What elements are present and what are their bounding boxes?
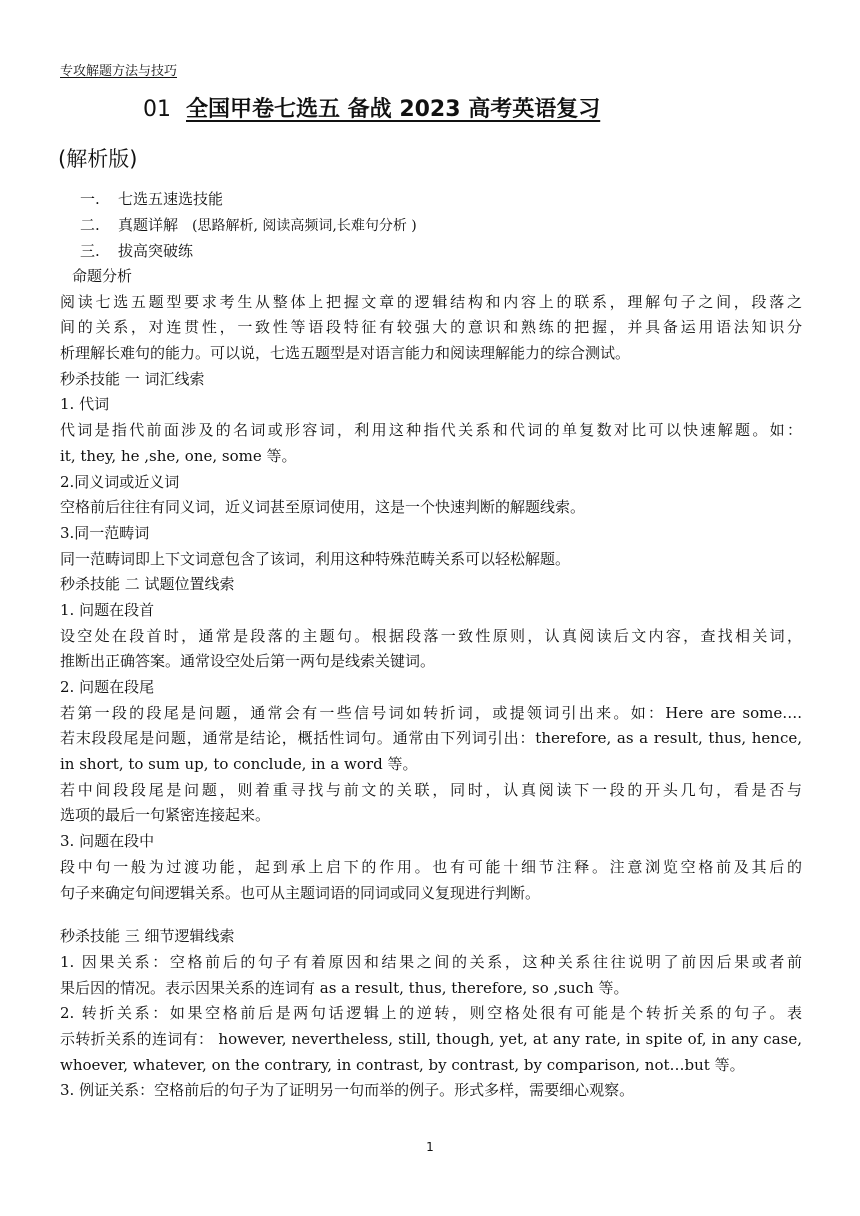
document-subtitle: (解析版) (58, 147, 138, 171)
page-header: 专攻解题方法与技巧 (60, 64, 178, 79)
page-number: 1 (426, 1140, 434, 1154)
paragraph-line: 句子来确定句间逻辑关系。也可从主题词语的同词或同义复现进行判断。 (60, 883, 541, 902)
paragraph-line: it, they, he ,she, one, some 等。 (60, 446, 297, 465)
paragraph-line: whoever, whatever, on the contrary, in contrast, by contrast, by comparison, not…but 等。 (60, 1055, 745, 1074)
toc-item (80, 186, 417, 212)
toc-item-number: 二. (80, 216, 100, 234)
item-heading: 1. 代词 (60, 395, 110, 414)
toc-item-number: 一. (80, 190, 100, 208)
paragraph-line: 若末段段尾是问题，通常是结论，概括性词句。通常由下列词引出：therefore, as a result, thus, hence, (60, 729, 802, 748)
section-heading: 命题分析 (72, 267, 133, 285)
toc-item-sub: (思路解析, 阅读高频词,长难句分析 ) (192, 218, 417, 234)
paragraph-line: 2. 转折关系：如果空格前后是两句话逻辑上的逆转，则空格处很有可能是个转折关系的句子。表 (60, 1004, 802, 1023)
section-heading: 秒杀技能 二 试题位置线索 (60, 575, 235, 594)
paragraph-line: 选项的最后一句紧密连接起来。 (60, 806, 271, 825)
paragraph-line: 示转折关系的连词有： however, nevertheless, still, though, yet, at any rate, in spite of, in any case, (60, 1029, 802, 1048)
section-heading: 秒杀技能 一 词汇线索 (60, 369, 205, 388)
paragraph-line: 若中间段段尾是问题，则着重寻找与前文的关联，同时，认真阅读下一段的开头几句，看是否与 (60, 780, 802, 799)
title-text: 全国甲卷七选五 备战 2023 高考英语复习 (186, 97, 601, 122)
toc-item (80, 238, 417, 264)
paragraph-line: 间的关系，对连贯性，一致性等语段特征有较强大的意识和熟练的把握，并具备运用语法知识分 (60, 318, 802, 337)
paragraph-line: 代词是指代前面涉及的名词或形容词，利用这种指代关系和代词的单复数对比可以快速解题。如： (60, 421, 802, 440)
toc-item-label: 七选五速选技能 (118, 190, 224, 208)
paragraph-line: 1. 因果关系：空格前后的句子有着原因和结果之间的关系，这种关系往往说明了前因后果或者前 (60, 952, 802, 971)
title-number: 01 (143, 97, 171, 122)
table-of-contents (80, 186, 417, 264)
paragraph-line: 3. 例证关系：空格前后的句子为了证明另一句而举的例子。形式多样，需要细心观察。 (60, 1081, 635, 1100)
paragraph-line: in short, to sum up, to conclude, in a word 等。 (60, 755, 418, 774)
section-heading: 秒杀技能 三 细节逻辑线索 (60, 927, 235, 946)
document-body (60, 264, 802, 1104)
paragraph-line: 析理解长难句的能力。可以说，七选五题型是对语言能力和阅读理解能力的综合测试。 (60, 344, 631, 363)
item-heading: 3.同一范畴词 (60, 523, 150, 542)
item-heading: 2.同义词或近义词 (60, 472, 180, 491)
item-heading: 1. 问题在段首 (60, 600, 155, 619)
document-title (143, 92, 600, 123)
item-heading: 2. 问题在段尾 (60, 678, 155, 696)
item-heading: 3. 问题在段中 (60, 832, 155, 851)
paragraph-line: 果后因的情况。表示因果关系的连词有 as a result, thus, therefore, so ,such 等。 (60, 978, 629, 997)
paragraph-line: 空格前后往往有同义词，近义词甚至原词使用，这是一个快速判断的解题线索。 (60, 498, 586, 517)
paragraph-line: 设空处在段首时，通常是段落的主题句。根据段落一致性原则，认真阅读后文内容，查找相关词， (60, 626, 802, 645)
paragraph-line: 阅读七选五题型要求考生从整体上把握文章的逻辑结构和内容上的联系，理解句子之间，段落之 (60, 292, 802, 311)
toc-item-label: 拔高突破练 (118, 242, 194, 260)
paragraph-line: 段中句一般为过渡功能，起到承上启下的作用。也有可能十细节注释。注意浏览空格前及其后的 (60, 857, 802, 876)
blank-line (60, 906, 802, 924)
paragraph-line: 同一范畴词即上下文词意包含了该词，利用这种特殊范畴关系可以轻松解题。 (60, 549, 571, 568)
toc-item (80, 212, 417, 238)
toc-item-number: 三. (80, 242, 100, 260)
paragraph-line: 若第一段的段尾是问题，通常会有一些信号词如转折词，或提领词引出来。如：Here are some…. (60, 703, 802, 722)
toc-item-label: 真题详解 (118, 216, 179, 234)
paragraph-line: 推断出正确答案。通常设空处后第一两句是线索关键词。 (60, 652, 436, 671)
